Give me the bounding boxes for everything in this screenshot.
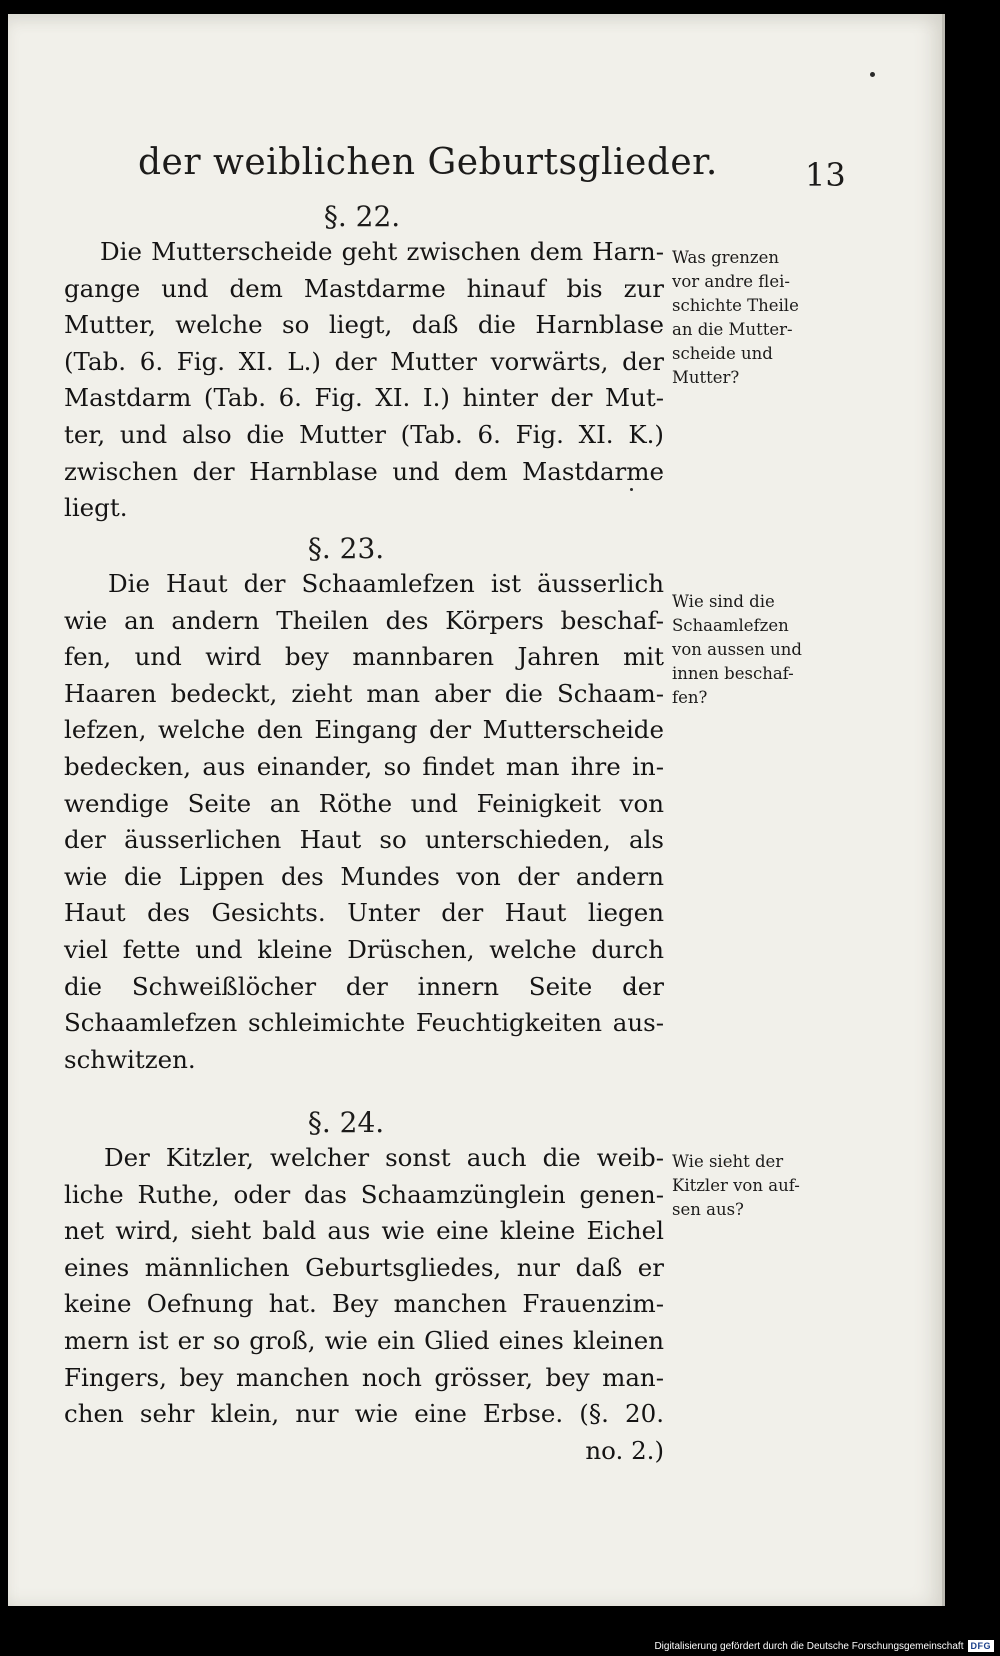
margin-note	[672, 246, 844, 390]
text-line: liche Ruthe, oder das Schaamzünglein genen-	[64, 1179, 664, 1209]
digitization-credit	[654, 1640, 994, 1652]
section-mark: §. 22.	[323, 200, 401, 233]
text-line: Die Mutterscheide geht zwischen dem Harn-	[100, 237, 664, 266]
ink-speck	[870, 72, 875, 77]
text-line: wendige Seite an Röthe und Feinigkeit von	[64, 788, 664, 818]
text-line: Schaamlefzen schleimichte Feuchtigkeiten aus-	[64, 1008, 664, 1038]
note-line: von aussen und	[672, 640, 802, 659]
text-line: keine Oefnung hat. Bey manchen Frauenzim-	[64, 1289, 664, 1319]
note-line: schichte Theile	[672, 296, 799, 315]
text-line: chen sehr klein, nur wie eine Erbse. (§. 20.	[64, 1399, 664, 1429]
text-line: liegt.	[64, 493, 128, 523]
credit-text: Digitalisierung gefördert durch die Deutsche Forschungsgemeinschaft	[654, 1640, 964, 1652]
text-line: Die Haut der Schaamlefzen ist äusserlich	[108, 569, 664, 598]
text-line: Der Kitzler, welcher sonst auch die weib-	[104, 1143, 664, 1172]
text-line: net wird, sieht bald aus wie eine kleine Eichel	[64, 1216, 664, 1246]
note-line: Wie sind die	[672, 592, 775, 611]
text-line: lefzen, welche den Eingang der Mutterscheide	[64, 715, 664, 745]
text-line: schwitzen.	[64, 1044, 196, 1074]
text-line: wie an andern Theilen des Körpers beschaf-	[64, 605, 664, 635]
note-line: fen?	[672, 688, 708, 707]
text-line: zwischen der Harnblase und dem Mastdarme	[64, 456, 664, 486]
margin-note	[672, 1150, 844, 1222]
note-line: scheide und	[672, 344, 773, 363]
note-line: Wie sieht der	[672, 1152, 784, 1171]
paragraph	[64, 234, 664, 527]
note-line: an die Mutter-	[672, 320, 793, 339]
text-line: viel fette und kleine Drüschen, welche durch	[64, 934, 664, 964]
paragraph	[64, 566, 664, 1078]
text-line: no. 2.)	[585, 1435, 664, 1465]
running-head: der weiblichen Geburtsglieder.	[138, 142, 718, 183]
text-line: bedecken, aus einander, so findet man ihre in-	[64, 751, 664, 781]
text-line: eines männlichen Geburtsgliedes, nur daß er	[64, 1252, 664, 1282]
text-line: Haaren bedeckt, zieht man aber die Schaam-	[64, 678, 664, 708]
note-line: innen beschaf-	[672, 664, 794, 683]
text-line: wie die Lippen des Mundes von der andern	[64, 861, 664, 891]
text-line: fen, und wird bey mannbaren Jahren mit	[64, 642, 664, 672]
text-line: Mutter, welche so liegt, daß die Harnblase	[64, 310, 664, 340]
section-mark: §. 24.	[307, 1106, 385, 1139]
text-line: mern ist er so groß, wie ein Glied eines kleinen	[64, 1325, 664, 1355]
text-line: die Schweißlöcher der innern Seite der	[64, 971, 664, 1001]
note-line: vor andre flei-	[672, 272, 790, 291]
text-line: Fingers, bey manchen noch grösser, bey man-	[64, 1362, 664, 1392]
text-line: Mastdarm (Tab. 6. Fig. XI. I.) hinter der Mut-	[64, 383, 664, 413]
note-line: Was grenzen	[672, 248, 780, 267]
margin-note	[672, 590, 844, 710]
text-line: ter, und also die Mutter (Tab. 6. Fig. XI. K.)	[64, 419, 664, 449]
section-mark: §. 23.	[307, 532, 385, 565]
dfg-logo-icon: DFG	[968, 1640, 995, 1652]
paragraph	[64, 1140, 664, 1469]
book-page	[8, 14, 945, 1606]
note-line: sen aus?	[672, 1200, 744, 1219]
text-line: (Tab. 6. Fig. XI. L.) der Mutter vorwärts, der	[64, 346, 664, 376]
page-number: 13	[805, 156, 846, 194]
text-line: gange und dem Mastdarme hinauf bis zur	[64, 273, 664, 303]
note-line: Schaamlefzen	[672, 616, 789, 635]
text-line: der äusserlichen Haut so unterschieden, als	[64, 825, 664, 855]
note-line: Mutter?	[672, 368, 740, 387]
text-line: Haut des Gesichts. Unter der Haut liegen	[64, 898, 664, 928]
note-line: Kitzler von auf-	[672, 1176, 800, 1195]
